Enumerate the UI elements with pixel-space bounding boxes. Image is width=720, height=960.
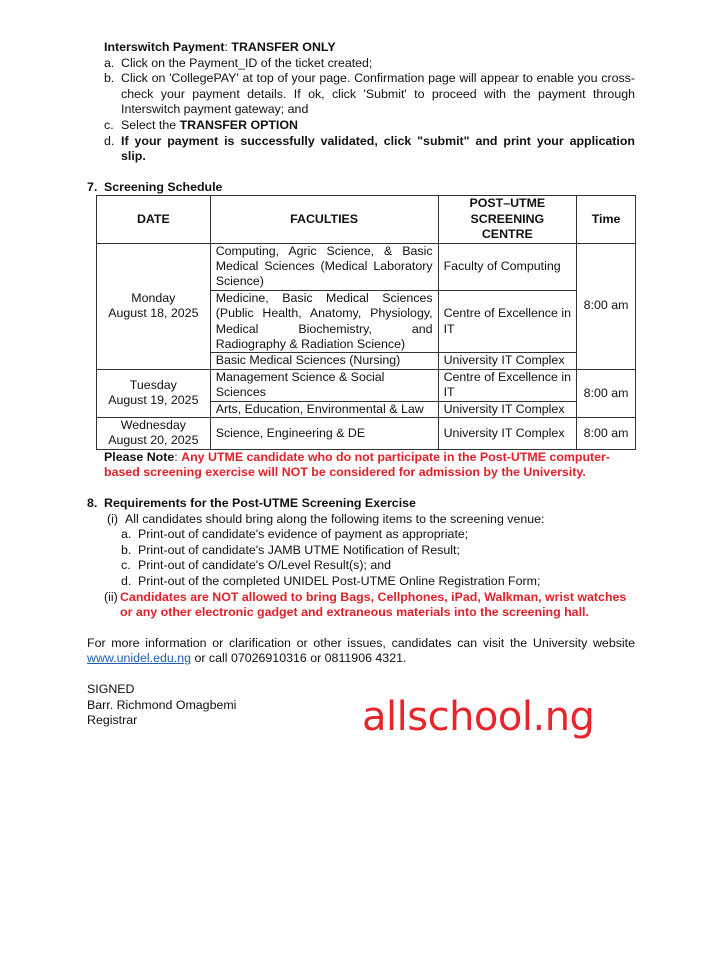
centre-cell: University IT Complex [438,353,577,369]
centre-cell: Centre of Excellence in IT [438,290,577,353]
centre-cell: University IT Complex [438,401,577,417]
website-link[interactable]: www.unidel.edu.ng [87,651,192,666]
screening-schedule-table [96,195,636,450]
list-item: d. Print-out of the completed UNIDEL Post-UTME Online Registration Form; [121,574,541,588]
payment-step-d: d. If your payment is successfully validated, click "submit" and print your application slip. [104,133,635,164]
faculties-cell: Computing, Agric Science, & Basic Medical Sciences (Medical Laboratory Science) [210,243,438,290]
please-note: Please Note: Any UTME candidate who do not participate in the Post-UTME computer-based screening exercise will NOT be considered for admission by the University. [104,449,611,480]
registrar-name: Barr. Richmond Omagbemi [87,697,237,712]
faculties-cell: Science, Engineering & DE [210,418,438,450]
date-cell-monday: Monday August 18, 2025 [97,243,211,369]
header-date: DATE [97,196,211,243]
requirements-heading: 8. Requirements for the Post-UTME Screening Exercise [87,496,416,511]
time-cell-wednesday: 8:00 am [577,418,636,450]
document-body [87,40,635,729]
payment-step-c: c. Select the TRANSFER OPTION [104,117,298,132]
faculties-cell: Arts, Education, Environmental & Law [210,401,438,417]
registrar-title: Registrar [87,713,138,728]
header-faculties: FACULTIES [210,196,438,243]
table-header-row [97,196,636,243]
watermark-logo: allschool.ng [362,694,595,740]
faculties-cell: Medicine, Basic Medical Sciences (Public Health, Anatomy, Physiology, Medical Biochemistry, and Radiography & Radiation Science) [210,290,438,353]
faculties-cell: Basic Medical Sciences (Nursing) [210,353,438,369]
date-cell-tuesday: Tuesday August 19, 2025 [97,369,211,417]
centre-cell: University IT Complex [438,418,577,450]
centre-cell: Centre of Excellence in IT [438,369,577,401]
payment-heading: Interswitch Payment: TRANSFER ONLY [104,40,336,54]
requirements-warning: (ii) Candidates are NOT allowed to bring Bags, Cellphones, iPad, Walkman, wrist watches or any other electronic gadget and extraneous materials into the screening hall. [104,589,627,620]
time-cell-monday: 8:00 am [577,243,636,369]
schedule-heading: 7. Screening Schedule [87,179,223,194]
note-warning-text: Any UTME candidate who do not participate in the Post-UTME computer-based screening exercise will NOT be considered for admission by the University. [104,449,611,480]
faculties-cell: Management Science & Social Sciences [210,369,438,401]
contact-paragraph: For more information or clarification or other issues, candidates can visit the University website www.unidel.edu.ng or call 07026910316 or 0811906 4321. [87,635,635,666]
list-item: c. Print-out of candidate's O/Level Result(s); and [121,558,392,573]
header-time: Time [577,196,636,243]
list-item: b. Print-out of candidate's JAMB UTME Notification of Result; [121,542,460,557]
table-row [97,369,636,401]
centre-cell: Faculty of Computing [438,243,577,290]
payment-heading-label: Interswitch Payment [104,40,225,54]
table-row [97,418,636,450]
time-cell-tuesday: 8:00 am [577,369,636,417]
list-item: a. Print-out of candidate's evidence of payment as appropriate; [121,527,469,542]
payment-heading-mode: TRANSFER ONLY [231,40,336,54]
payment-step-b: b. Click on 'CollegePAY' at top of your page. Confirmation page will appear to enable you cross-check your payment details. If ok, click 'Submit' to proceed with the payment through Interswitch payment gateway; and [104,71,635,117]
requirements-intro: (i) All candidates should bring along the following items to the screening venue: [107,511,545,526]
signed-label: SIGNED [87,681,135,696]
payment-step-a: a. Click on the Payment_ID of the ticket created; [104,55,373,70]
header-centre: POST–UTME SCREENING CENTRE [438,196,577,243]
table-row [97,243,636,290]
date-cell-wednesday: Wednesday August 20, 2025 [97,418,211,450]
